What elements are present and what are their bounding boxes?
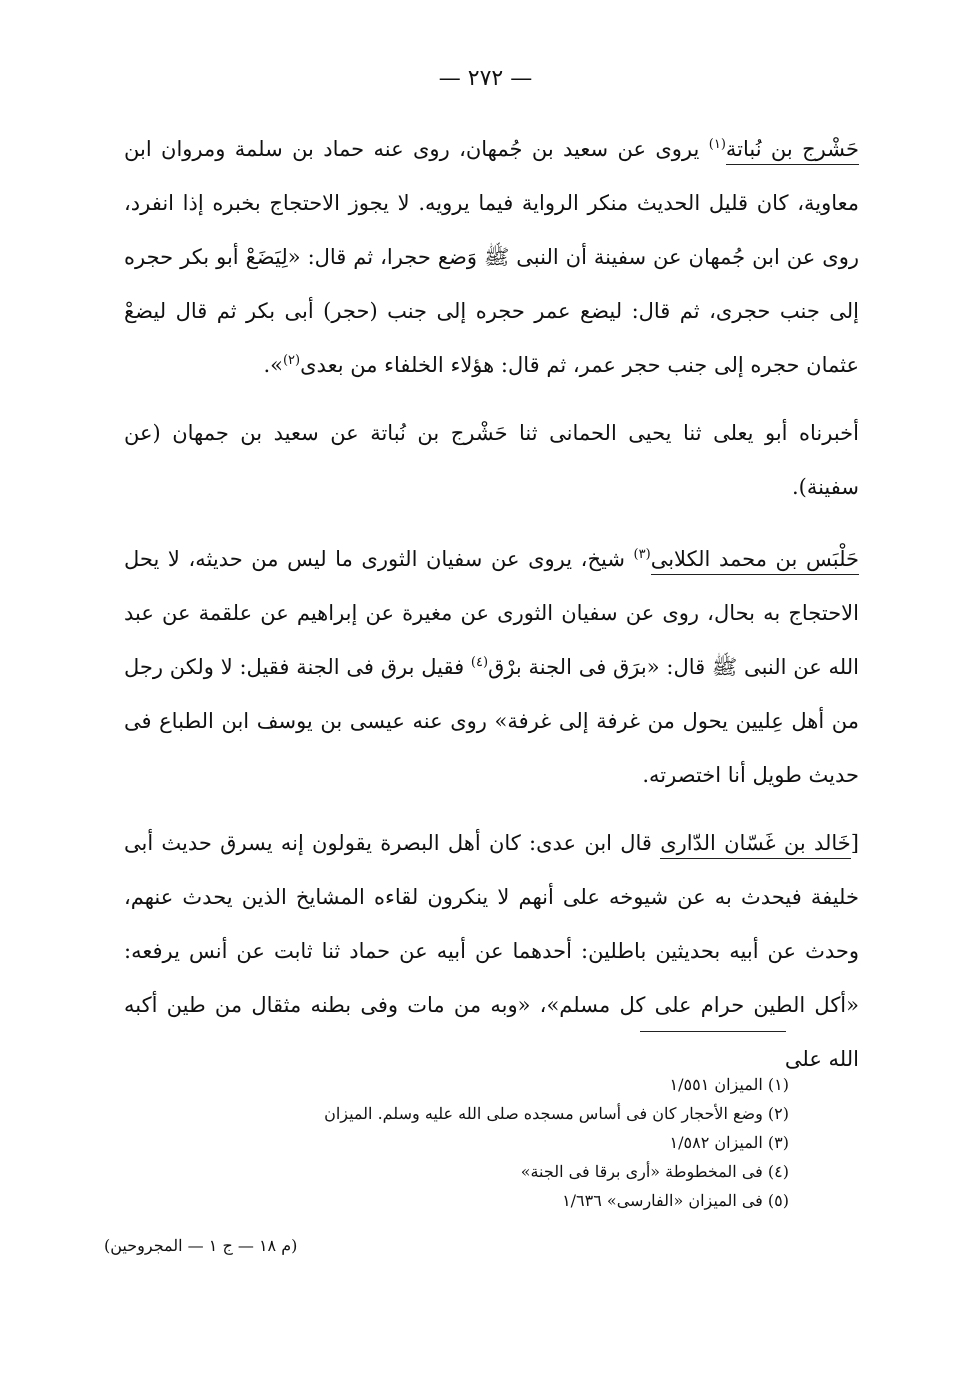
footnote-3: (٣) الميزان ١/٥٨٢ (669, 1133, 789, 1152)
entry-text: يروى عن سعيد بن جُمهان، روى عنه حماد بن سلمة ومروان ابن معاوية، كان قليل الحديث منكر الرواية فيما يرويه. لا يجوز الاحتجاج بخبره إذا انفرد، روى عن ابن جُمهان عن سفينة أن النبى ﷺ وَضع حجرا، ثم قال: «لِيَضَعْ أبو بكر حجره إلى جنب حجرى، ثم قال: ليضع عمر حجره إلى جنب (حجر) أبى بكر ثم قال ليضعْ عثمان حجره إلى جنب حجر عمر، ثم قال: هؤلاء الخلفاء من بعدى (124, 137, 859, 377)
entry-text: شيخ، يروى عن سفيان الثورى ما ليس من حديثه، لا يحل الاحتجاج به بحال، روى عن سفيان الثورى عن مغيرة عن إبراهيم عن علقمة عن عبد الله عن النبى ﷺ قال: «برَق فى الجنة برْق (124, 547, 859, 679)
footnotes (189, 1070, 789, 1215)
footnote-2: (٢) وضع الأحجار كان فى أساس مسجده صلى الله عليه وسلم. الميزان (324, 1104, 789, 1123)
entry-name: حَلْبَس بن محمد الكلابى (651, 547, 859, 575)
page-number: — ٢٧٢ — (438, 66, 533, 91)
footnote-5: (٥) فى الميزان «الفارسى» ١/٦٣٦ (562, 1191, 789, 1210)
entry-name: حَشْرج بن نُباتة (726, 137, 859, 165)
entry-halbas (124, 532, 859, 802)
entry-name: خَالد بن غَسّان الدّارى (660, 831, 851, 859)
footnote-divider (640, 1031, 786, 1032)
entry-end: ». (263, 353, 283, 377)
opening-bracket: [ (850, 831, 859, 855)
entry-khalid (124, 816, 859, 1086)
main-text (124, 122, 859, 1100)
entry-hashraj (124, 122, 859, 392)
footnote-ref: (١) (708, 137, 726, 152)
footnote-ref: (٣) (633, 547, 651, 562)
source-line: أخبرناه أبو يعلى ثنا يحيى الحمانى ثنا حَشْرج بن نُباتة عن سعيد بن جمهان (عن سفينة). (124, 421, 859, 499)
footnote-4: (٤) فى المخطوطة «أرى برقا فى الجنة» (520, 1162, 789, 1181)
entry-text: قال ابن عدى: كان أهل البصرة يقولون إنه يسرق حديث أبى خليفة فيحدث به عن شيوخه على أنهم لا ينكرون لقاءه المشايخ الذين يحدث عنهم، وحدث عن أبيه بحديثين باطلين: أحدهما عن أبيه عن حماد ثنا ثابت عن أنس يرفعه: «أكل الطين حرام على كل مسلم»، «وبه من مات وفى بطنه مثقال من طين أكبه الله على (124, 831, 859, 1071)
printer-signature: (م ١٨ — ج ١ — المجروحين) (104, 1236, 298, 1255)
footnote-ref: (٢) (282, 353, 301, 368)
footnote-1: (١) الميزان ١/٥٥١ (669, 1075, 789, 1094)
entry-text-continued: فقيل برق فى الجنة فقيل: لا ولكن رجل من أهل عِليين يحول من غرفة إلى غرفة» روى عنه عيسى بن يوسف ابن الطباع فى حديث طويل أنا اختصرته. (124, 655, 859, 787)
footnote-ref: (٤) (470, 655, 489, 670)
